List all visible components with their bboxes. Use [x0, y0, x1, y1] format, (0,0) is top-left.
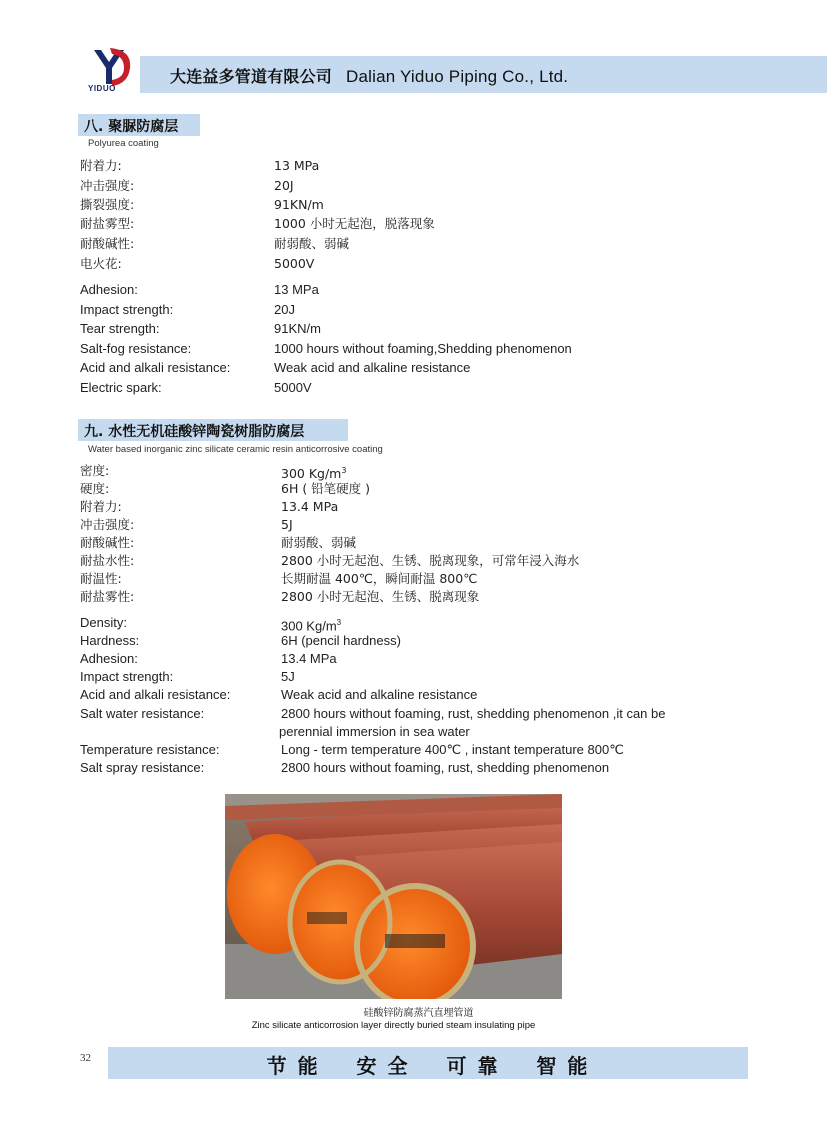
page-number: 32	[80, 1052, 91, 1064]
header-title	[170, 64, 568, 87]
photo-caption-en: Zinc silicate anticorrosion layer directly buried steam insulating pipe	[251, 1020, 536, 1031]
section-9-subtitle: Water based inorganic zinc silicate ceramic resin anticorrosive coating	[88, 444, 383, 455]
slogan-energy-saving: 节 能	[266, 1054, 320, 1078]
slogan-reliable: 可 靠	[446, 1054, 500, 1078]
pipe-photo	[225, 794, 562, 999]
logo-text: YIDUO	[88, 84, 116, 93]
section-9-title: 九. 水性无机硅酸锌陶瓷树脂防腐层	[78, 419, 348, 441]
section-8-subtitle: Polyurea coating	[88, 138, 159, 149]
slogan-safety: 安 全	[356, 1054, 410, 1078]
company-name-cn: 大连益多管道有限公司	[170, 67, 333, 86]
slogan-intelligent: 智 能	[536, 1054, 590, 1078]
pipe-photo-illustration	[225, 794, 562, 999]
section-8-title: 八. 聚脲防腐层	[78, 114, 200, 136]
company-name-en: Dalian Yiduo Piping Co., Ltd.	[346, 67, 569, 86]
footer-slogans	[108, 1050, 748, 1079]
photo-caption-cn: 硅酸锌防腐蒸汽直埋管道	[363, 1008, 474, 1019]
